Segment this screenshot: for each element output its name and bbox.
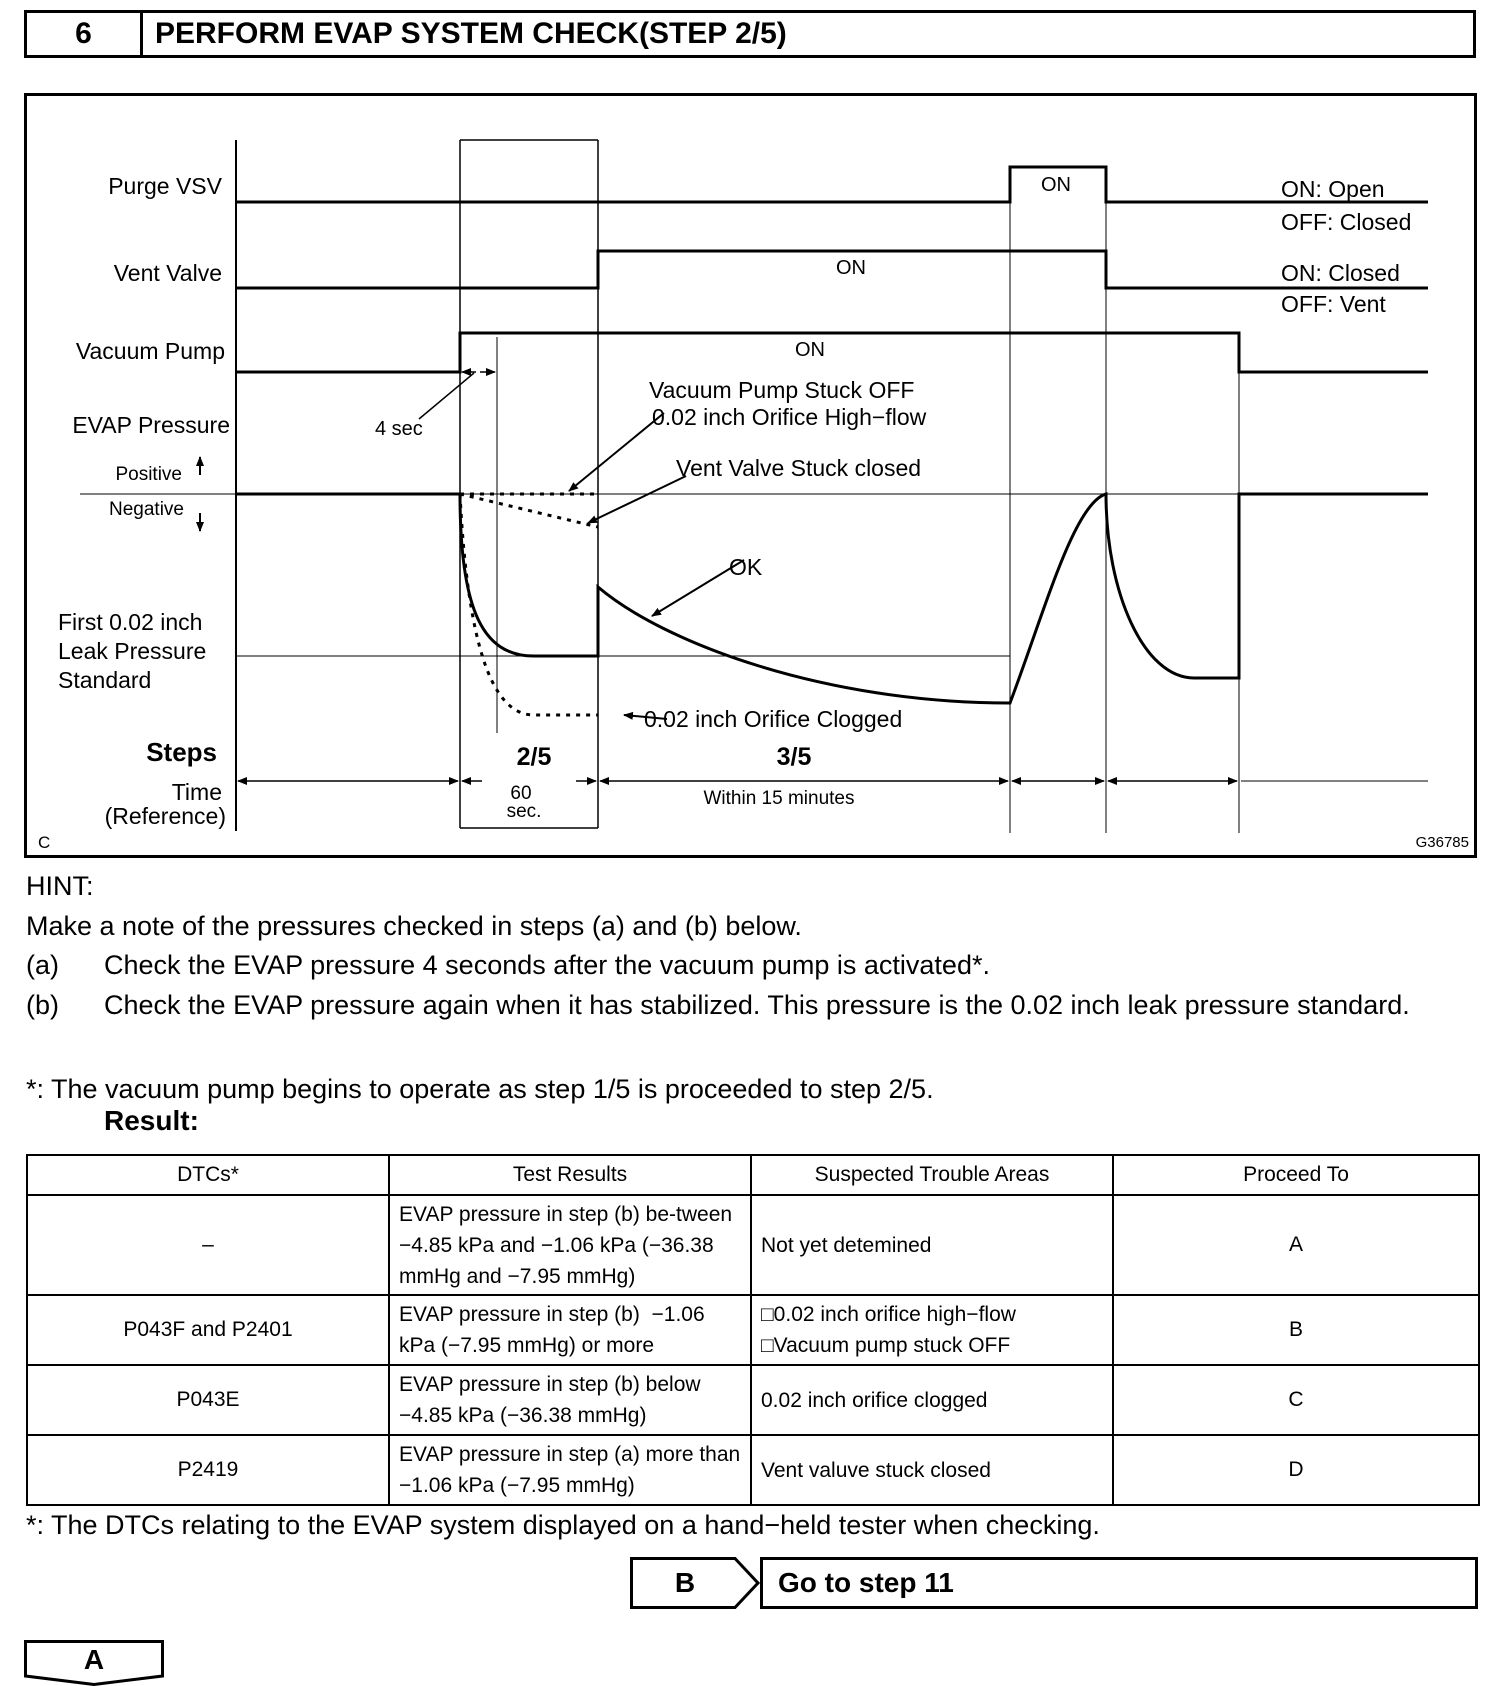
cell-trouble-area: Vent valuve stuck closed xyxy=(751,1435,1113,1505)
branch-a-letter: A xyxy=(83,1644,105,1675)
vent-state-on: ON: Closed xyxy=(1281,260,1400,286)
cell-trouble-area xyxy=(751,1295,1113,1365)
annotation-ok: OK xyxy=(729,554,763,580)
annotation-high-flow: 0.02 inch Orifice High−flow xyxy=(652,404,927,430)
figure-id: G36785 xyxy=(1415,834,1469,851)
hint-intro: Make a note of the pressures checked in steps (a) and (b) below. xyxy=(26,911,802,941)
table-header-row xyxy=(27,1155,1479,1195)
vent-stuck-leader xyxy=(588,476,686,523)
cell-proceed-to: D xyxy=(1113,1435,1479,1505)
purge-vsv-trace xyxy=(236,167,1428,202)
cell-dtc: – xyxy=(27,1195,389,1295)
hint-item-b-tag: (b) xyxy=(26,990,59,1020)
cell-proceed-to: B xyxy=(1113,1295,1479,1365)
within-label: Within 15 minutes xyxy=(703,788,855,809)
cell-test-result: EVAP pressure in step (b) −1.06 kPa (−7.95 mmHg) or more xyxy=(389,1295,751,1365)
branch-b-letter: B xyxy=(674,1567,696,1598)
timing-diagram xyxy=(24,93,1477,858)
header-proceed-to: Proceed To xyxy=(1113,1155,1479,1195)
label-positive: Positive xyxy=(115,464,182,485)
branch-b-outline xyxy=(630,1557,1478,1609)
label-purge-vsv: Purge VSV xyxy=(108,173,222,199)
cell-proceed-to: C xyxy=(1113,1365,1479,1435)
purge-state-off: OFF: Closed xyxy=(1281,209,1412,235)
pump-on-label: ON xyxy=(795,339,825,361)
cell-test-result: EVAP pressure in step (b) below −4.85 kPa (−36.38 mmHg) xyxy=(389,1365,751,1435)
label-leak-2: Leak Pressure xyxy=(58,638,207,664)
cell-dtc: P043E xyxy=(27,1365,389,1435)
hint-item-a-tag: (a) xyxy=(26,950,59,980)
label-leak-1: First 0.02 inch xyxy=(58,609,203,635)
cell-test-result: EVAP pressure in step (b) be‑tween −4.85 kPa and −1.06 kPa (−36.38 mmHg and −7.95 mmHg) xyxy=(389,1195,751,1295)
evap-pressure-ok-curve xyxy=(236,494,1428,703)
table-row xyxy=(27,1435,1479,1505)
hint-title: HINT: xyxy=(26,871,94,901)
step-title: PERFORM EVAP SYSTEM CHECK(STEP 2/5) xyxy=(155,17,787,50)
corner-left-label: C xyxy=(38,833,51,852)
vent-on-label: ON xyxy=(836,257,866,279)
label-vent-valve: Vent Valve xyxy=(113,260,222,286)
cell-test-result: EVAP pressure in step (a) more than −1.06 kPa (−7.95 mmHg) xyxy=(389,1435,751,1505)
step-3-label: 3/5 xyxy=(776,743,812,771)
cell-trouble-area: Not yet detemined xyxy=(751,1195,1113,1295)
vacuum-pump-trace xyxy=(236,333,1428,372)
high-flow-leader xyxy=(569,413,664,491)
label-negative: Negative xyxy=(109,499,184,520)
annotation-clogged: 0.02 inch Orifice Clogged xyxy=(644,706,903,732)
hint-item-a-text: Check the EVAP pressure 4 seconds after the vacuum pump is activated*. xyxy=(104,950,990,980)
four-sec-leader xyxy=(419,373,474,419)
vent-valve-trace xyxy=(236,251,1428,288)
hint-item-b xyxy=(26,985,1486,1065)
step-2-label: 2/5 xyxy=(516,743,552,771)
step-number: 6 xyxy=(27,13,143,55)
label-steps: Steps xyxy=(146,737,217,767)
header-trouble-areas: Suspected Trouble Areas xyxy=(751,1155,1113,1195)
header-dtcs: DTCs* xyxy=(27,1155,389,1195)
sec-label: sec. xyxy=(506,801,542,822)
label-leak-3: Standard xyxy=(58,667,152,693)
label-time: Time xyxy=(171,779,222,805)
label-evap-pressure: EVAP Pressure xyxy=(72,412,230,438)
branch-a-tab[interactable] xyxy=(24,1640,164,1686)
sixty-label: 60 xyxy=(510,783,532,804)
vent-state-off: OFF: Vent xyxy=(1281,291,1386,317)
annotation-stuck-off: Vacuum Pump Stuck OFF xyxy=(649,377,915,403)
cell-dtc: P2419 xyxy=(27,1435,389,1505)
four-sec-label: 4 sec xyxy=(375,418,423,440)
orifice-clogged-curve xyxy=(460,494,598,715)
table-row xyxy=(27,1365,1479,1435)
branch-b-text: Go to step 11 xyxy=(778,1567,954,1598)
trouble-area-line: □Vacuum pump stuck OFF xyxy=(761,1334,1011,1357)
header-test-results: Test Results xyxy=(389,1155,751,1195)
hint-footnote: *: The vacuum pump begins to operate as step 1/5 is proceeded to step 2/5. xyxy=(26,1074,934,1104)
trouble-area-line: □0.02 inch orifice high−flow xyxy=(761,1303,1016,1326)
purge-on-label: ON xyxy=(1041,174,1071,196)
hint-item-a xyxy=(26,945,1486,985)
cell-proceed-to: A xyxy=(1113,1195,1479,1295)
vent-stuck-curve xyxy=(460,494,598,527)
step-header xyxy=(24,10,1476,58)
cell-dtc: P043F and P2401 xyxy=(27,1295,389,1365)
result-table xyxy=(26,1154,1480,1506)
hint-item-b-text: Check the EVAP pressure again when it has stabilized. This pressure is the 0.02 inch leak pressure standard. xyxy=(104,990,1410,1020)
label-reference: (Reference) xyxy=(104,803,226,829)
table-footnote: *: The DTCs relating to the EVAP system displayed on a hand−held tester when checking. xyxy=(26,1510,1100,1540)
table-row xyxy=(27,1195,1479,1295)
branch-b-box[interactable] xyxy=(630,1557,1478,1609)
cell-trouble-area: 0.02 inch orifice clogged xyxy=(751,1365,1113,1435)
timing-diagram-svg xyxy=(24,93,1477,858)
annotation-vent-stuck: Vent Valve Stuck closed xyxy=(676,455,922,481)
table-row xyxy=(27,1295,1479,1365)
label-vacuum-pump: Vacuum Pump xyxy=(75,338,225,364)
result-label: Result: xyxy=(104,1105,199,1136)
purge-state-on: ON: Open xyxy=(1281,176,1385,202)
